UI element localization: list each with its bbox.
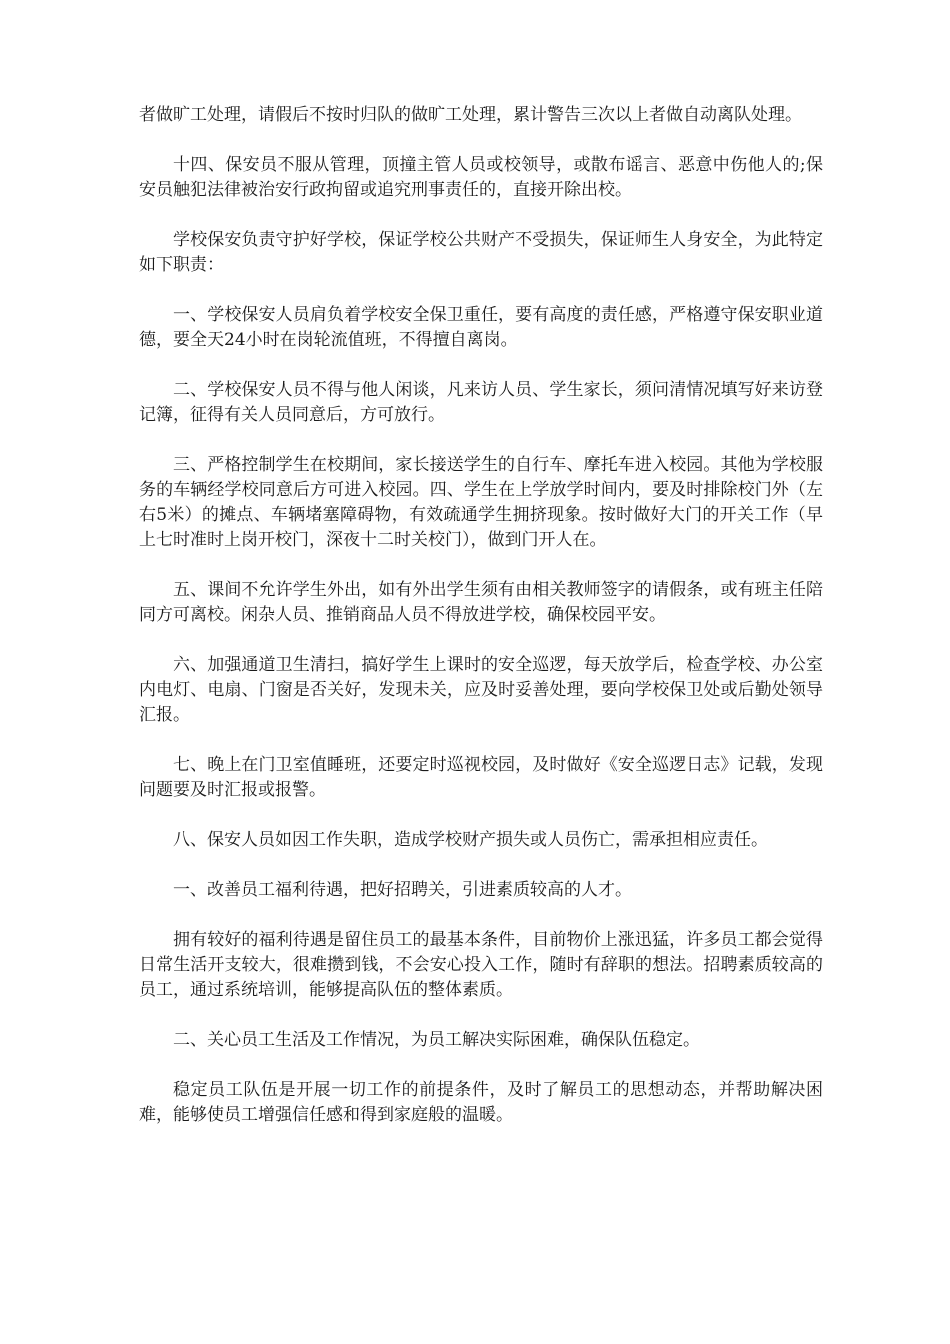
paragraph-duty-2: 二、学校保安人员不得与他人闲谈，凡来访人员、学生家长，须问清情况填写好来访登记簿，征得有关人员同意后，方可放行。: [139, 380, 823, 425]
paragraph-duty-8: 八、保安人员如因工作失职，造成学校财产损失或人员伤亡，需承担相应责任。: [173, 830, 768, 850]
paragraph-duty-5: 五、课间不允许学生外出，如有外出学生须有由相关教师签字的请假条，或有班主任陪同方可离校。闲杂人员、推销商品人员不得放进学校，确保校园平安。: [139, 580, 823, 625]
paragraph-duty-7: 七、晚上在门卫室值睡班，还要定时巡视校园，及时做好《安全巡逻日志》记载，发现问题要及时汇报或报警。: [139, 755, 823, 800]
paragraph-duty-6: 六、加强通道卫生清扫，搞好学生上课时的安全巡逻，每天放学后，检查学校、办公室内电灯、电扇、门窗是否关好，发现未关，应及时妥善处理，要向学校保卫处或后勤处领导汇报。: [139, 655, 823, 725]
paragraph-duties-intro: 学校保安负责守护好学校，保证学校公共财产不受损失，保证师生人身安全，为此特定如下职责：: [139, 230, 823, 275]
paragraph-measure-1-detail: 拥有较好的福利待遇是留住员工的最基本条件，目前物价上涨迅猛，许多员工都会觉得日常生活开支较大，很难攒到钱，不会安心投入工作，随时有辞职的想法。招聘素质较高的员工，通过系统培训，能够提高队伍的整体素质。: [139, 930, 823, 1000]
paragraph-measure-2-detail: 稳定员工队伍是开展一切工作的前提条件，及时了解员工的思想动态，并帮助解决困难，能够使员工增强信任感和得到家庭般的温暖。: [139, 1080, 823, 1125]
paragraph-measure-2: 二、关心员工生活及工作情况，为员工解决实际困难，确保队伍稳定。: [173, 1030, 700, 1050]
paragraph-measure-1: 一、改善员工福利待遇，把好招聘关，引进素质较高的人才。: [173, 880, 632, 900]
paragraph-continuation: 者做旷工处理，请假后不按时归队的做旷工处理，累计警告三次以上者做自动离队处理。: [139, 105, 802, 125]
paragraph-duty-3-4: 三、严格控制学生在校期间，家长接送学生的自行车、摩托车进入校园。其他为学校服务的车辆经学校同意后方可进入校园。四、学生在上学放学时间内，要及时排除校门外（左右5米）的摊点、车辆堵塞障碍物，有效疏通学生拥挤现象。按时做好大门的开关工作（早上七时准时上岗开校门，深夜十二时关校门），做到门开人在。: [139, 455, 823, 550]
document-body: [139, 103, 823, 1153]
paragraph-rule-14: 十四、保安员不服从管理，顶撞主管人员或校领导，或散布谣言、恶意中伤他人的;保安员触犯法律被治安行政拘留或追究刑事责任的，直接开除出校。: [139, 155, 823, 200]
paragraph-duty-1: 一、学校保安人员肩负着学校安全保卫重任，要有高度的责任感，严格遵守保安职业道德，要全天24小时在岗轮流值班，不得擅自离岗。: [139, 305, 823, 350]
